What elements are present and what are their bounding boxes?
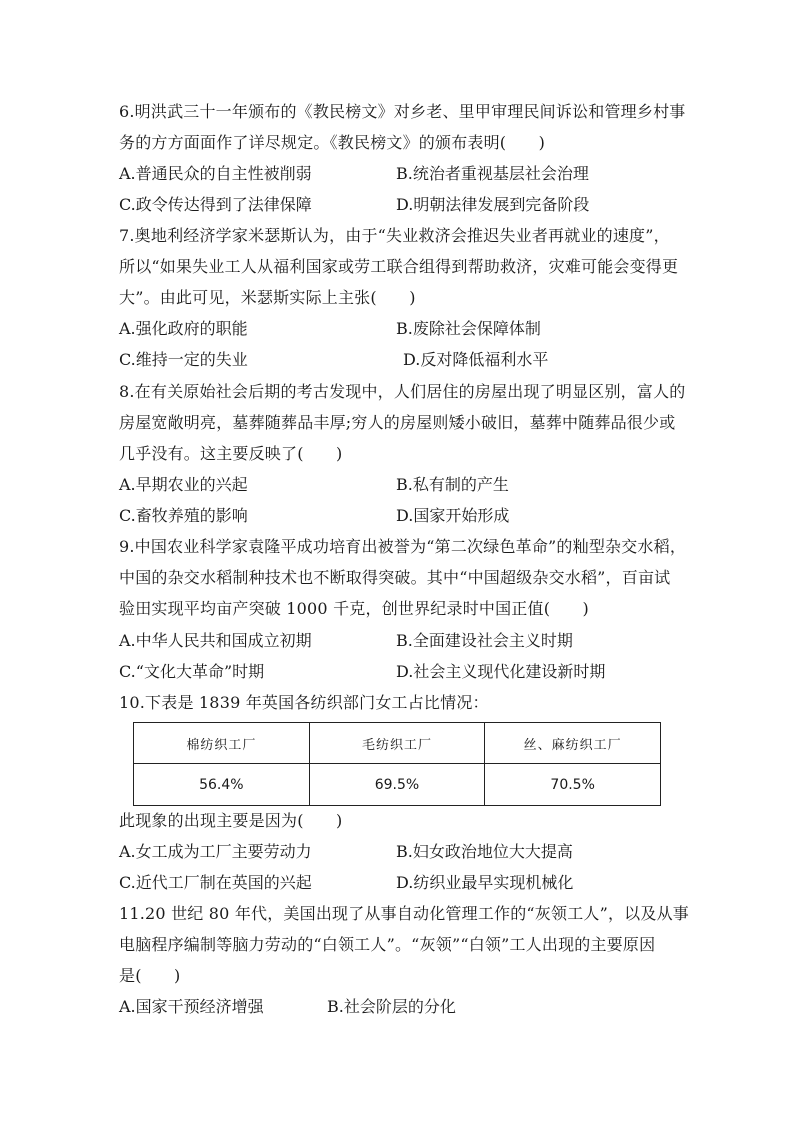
- q11-option-a[interactable]: A.国家干预经济增强: [119, 997, 264, 1016]
- q10-option-c[interactable]: C.近代工厂制在英国的兴起: [119, 873, 312, 892]
- table-cell-cotton: 56.4%: [134, 764, 310, 806]
- q11-option-b[interactable]: B.社会阶层的分化: [327, 997, 456, 1016]
- q11-stem-line-3: 是( ): [119, 966, 181, 985]
- table-header-silk-linen: 丝、麻纺织工厂: [485, 723, 661, 764]
- q11-stem-line-1: 11.20 世纪 80 年代，美国出现了从事自动化管理工作的“灰领工人”，以及从事: [119, 904, 689, 923]
- q7-stem-line-3: 大”。由此可见，米瑟斯实际上主张( ): [119, 288, 416, 307]
- q8-option-c[interactable]: C.畜牧养殖的影响: [119, 506, 248, 525]
- q10-stem: 10.下表是 1839 年英国各纺织部门女工占比情况：: [119, 693, 489, 712]
- q8-stem-line-2: 房屋宽敞明亮，墓葬随葬品丰厚;穷人的房屋则矮小破旧，墓葬中随葬品很少或: [119, 413, 676, 432]
- q9-option-c[interactable]: C.“文化大革命”时期: [119, 662, 265, 681]
- q7-option-d[interactable]: D.反对降低福利水平: [403, 350, 549, 369]
- q7-option-b[interactable]: B.废除社会保障体制: [396, 319, 541, 338]
- q6-option-d[interactable]: D.明朝法律发展到完备阶段: [396, 195, 590, 214]
- table-header-wool: 毛纺织工厂: [309, 723, 485, 764]
- q8-option-a[interactable]: A.早期农业的兴起: [119, 475, 248, 494]
- table-cell-wool: 69.5%: [309, 764, 485, 806]
- q9-stem-line-3: 验田实现平均亩产突破 1000 千克，创世界纪录时中国正值( ): [119, 599, 589, 618]
- q8-stem-line-3: 几乎没有。这主要反映了( ): [119, 444, 343, 463]
- q10-option-d[interactable]: D.纺织业最早实现机械化: [396, 873, 574, 892]
- table-cell-silk-linen: 70.5%: [485, 764, 661, 806]
- q10-option-b[interactable]: B.妇女政治地位大大提高: [396, 842, 573, 861]
- q6-option-c[interactable]: C.政令传达得到了法律保障: [119, 195, 312, 214]
- q9-stem-line-2: 中国的杂交水稻制种技术也不断取得突破。其中“中国超级杂交水稻”，百亩试: [119, 568, 671, 587]
- q7-stem-line-1: 7.奥地利经济学家米瑟斯认为，由于“失业救济会推迟失业者再就业的速度”，: [119, 226, 670, 245]
- q10-question: 此现象的出现主要是因为( ): [119, 811, 343, 830]
- q6-option-a[interactable]: A.普通民众的自主性被削弱: [119, 164, 312, 183]
- q6-stem-line-2: 务的方方面面作了详尽规定。《教民榜文》的颁布表明( ): [119, 133, 546, 152]
- table-header-cotton: 棉纺织工厂: [134, 723, 310, 764]
- q10-option-a[interactable]: A.女工成为工厂主要劳动力: [119, 842, 312, 861]
- q9-stem-line-1: 9.中国农业科学家袁隆平成功培育出被誉为“第二次绿色革命”的籼型杂交水稻，: [119, 537, 687, 556]
- q8-option-d[interactable]: D.国家开始形成: [396, 506, 510, 525]
- q9-option-b[interactable]: B.全面建设社会主义时期: [396, 631, 573, 650]
- q9-option-d[interactable]: D.社会主义现代化建设新时期: [396, 662, 606, 681]
- q7-option-a[interactable]: A.强化政府的职能: [119, 319, 248, 338]
- q7-stem-line-2: 所以“如果失业工人从福利国家或劳工联合组得到帮助救济，灾难可能会变得更: [119, 257, 679, 276]
- q6-stem-line-1: 6.明洪武三十一年颁布的《教民榜文》对乡老、里甲审理民间诉讼和管理乡村事: [119, 102, 686, 121]
- table-row: [134, 764, 661, 806]
- q9-option-a[interactable]: A.中华人民共和国成立初期: [119, 631, 312, 650]
- q8-stem-line-1: 8.在有关原始社会后期的考古发现中，人们居住的房屋出现了明显区别，富人的: [119, 382, 686, 401]
- q7-option-c[interactable]: C.维持一定的失业: [119, 350, 248, 369]
- table-header-row: [134, 723, 661, 764]
- q11-stem-line-2: 电脑程序编制等脑力劳动的“白领工人”。“灰领”“白领”工人出现的主要原因: [119, 935, 656, 954]
- q8-option-b[interactable]: B.私有制的产生: [396, 475, 509, 494]
- q10-data-table: [133, 722, 661, 806]
- q6-option-b[interactable]: B.统治者重视基层社会治理: [396, 164, 589, 183]
